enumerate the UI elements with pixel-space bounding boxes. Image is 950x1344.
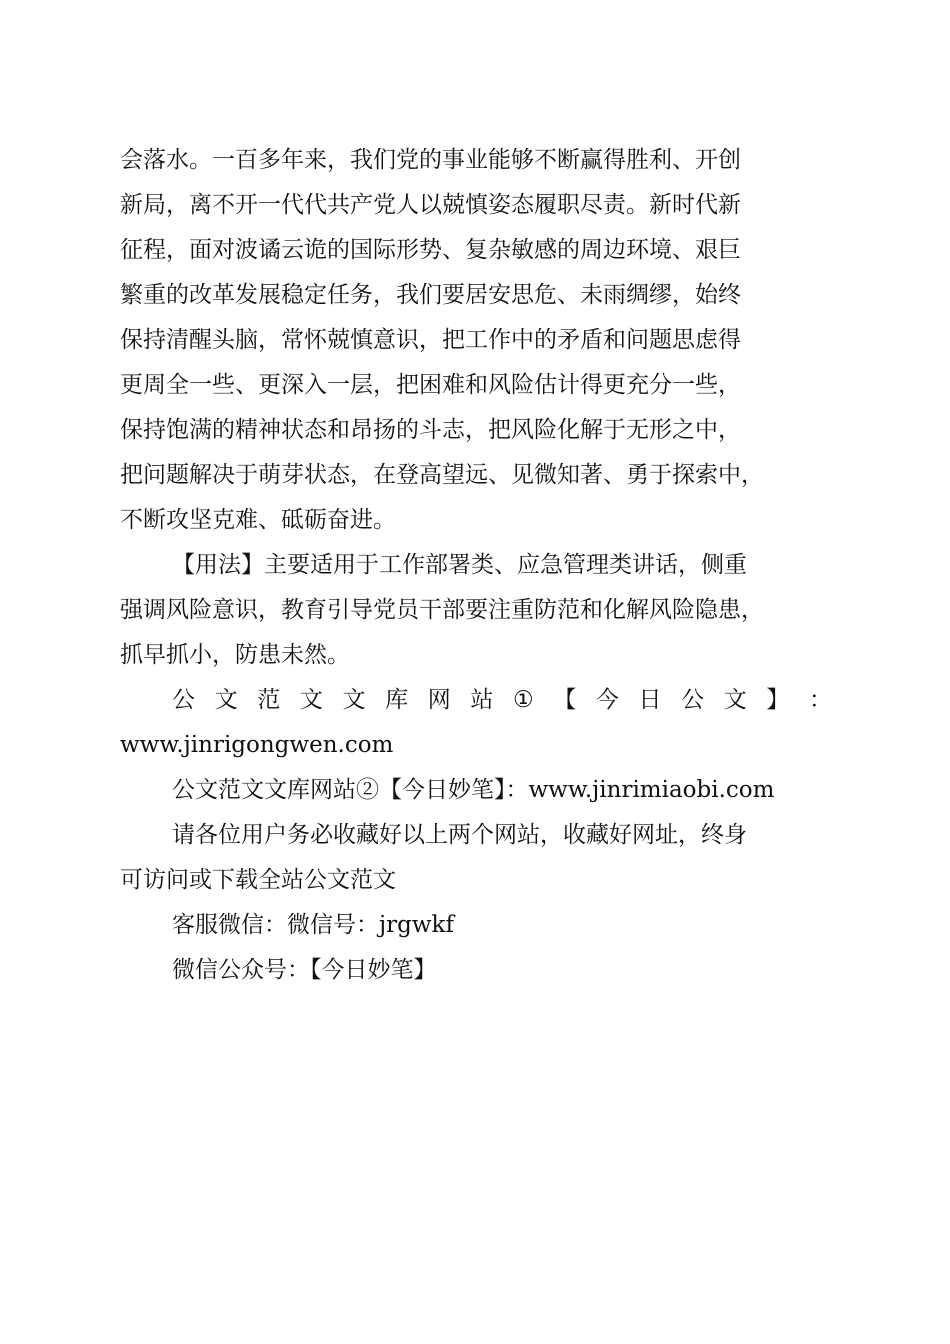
site1-char: 今 bbox=[595, 687, 619, 713]
site1-char: 范 bbox=[257, 687, 281, 713]
body-line-7: 保持饱满的精神状态和昂扬的斗志，把风险化解于无形之中， bbox=[120, 417, 741, 443]
site2-line: 公文范文文库网站②【今日妙笔】：www.jinrimiaobi.com bbox=[172, 777, 775, 803]
site1-char: 网 bbox=[427, 687, 451, 713]
official-account: 微信公众号：【今日妙笔】 bbox=[172, 957, 437, 983]
site1-label bbox=[120, 678, 832, 723]
site1-char: 文 bbox=[214, 687, 238, 713]
site1-char: 】 bbox=[766, 687, 790, 713]
body-line-4: 繁重的改革发展稳定任务，我们要居安思危、未雨绸缪，始终 bbox=[120, 282, 741, 308]
body-line-8: 把问题解决于萌芽状态，在登高望远、见微知著、勇于探索中， bbox=[120, 462, 764, 488]
usage-line-1: 【用法】主要适用于工作部署类、应急管理类讲话，侧重 bbox=[172, 552, 747, 578]
body-line-6: 更周全一些、更深入一层，把困难和风险估计得更充分一些， bbox=[120, 372, 741, 398]
body-line-3: 征程，面对波谲云诡的国际形势、复杂敏感的周边环境、艰巨 bbox=[120, 237, 741, 263]
site1-char: 站 bbox=[470, 687, 494, 713]
body-line-2: 新局，离不开一代代共产党人以兢慎姿态履职尽责。新时代新 bbox=[120, 192, 741, 218]
body-line-5: 保持清醒头脑，常怀兢慎意识，把工作中的矛盾和问题思虑得 bbox=[120, 327, 741, 353]
usage-line-2: 强调风险意识，教育引导党员干部要注重防范和化解风险隐患， bbox=[120, 597, 764, 623]
usage-line-3: 抓早抓小，防患未然。 bbox=[120, 642, 350, 668]
site1-char: ： bbox=[809, 687, 832, 713]
site1-char: 公 bbox=[681, 687, 705, 713]
site1-url: www.jinrigongwen.com bbox=[120, 732, 394, 758]
site1-char: 文 bbox=[342, 687, 366, 713]
site1-char: 文 bbox=[723, 687, 747, 713]
site1-char: 库 bbox=[385, 687, 409, 713]
body-line-9: 不断攻坚克难、砥砺奋进。 bbox=[120, 507, 396, 533]
body-line-1: 会落水。一百多年来，我们党的事业能够不断赢得胜利、开创 bbox=[120, 147, 741, 173]
site1-char: 公 bbox=[172, 687, 195, 713]
document-body bbox=[120, 138, 832, 993]
site1-char: 文 bbox=[299, 687, 323, 713]
notice-line-2: 可访问或下载全站公文范文 bbox=[120, 867, 396, 893]
site1-char: 日 bbox=[638, 687, 662, 713]
notice-line-1: 请各位用户务必收藏好以上两个网站，收藏好网址，终身 bbox=[172, 822, 747, 848]
service-wechat: 客服微信：微信号：jrgwkf bbox=[172, 912, 454, 938]
site1-char: 【 bbox=[553, 687, 577, 713]
site1-char: ① bbox=[513, 687, 534, 713]
